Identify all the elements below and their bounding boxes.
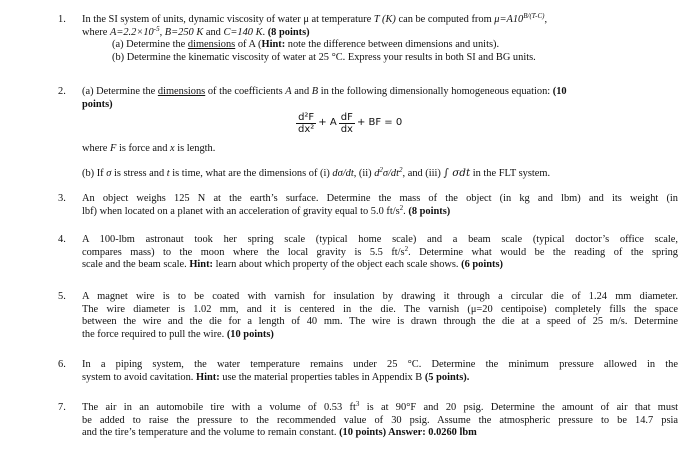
question-4-line-1: A 100-lbm astronaut took her spring scale (typical home scale) and a beam scale (typical doctor’s office scale, bbox=[82, 234, 678, 245]
question-2-line-1: (a) Determine the dimensions of the coefficients A and B in the following dimensionally homogeneous equation: (10 bbox=[82, 86, 567, 97]
question-number: 4. bbox=[58, 234, 66, 245]
question-6-line-2: system to avoid cavitation. Hint: use the material properties tables in Appendix B (5 points). bbox=[82, 371, 470, 383]
equation-row bbox=[0, 112, 700, 142]
homogeneous-equation: $\frac{\text{d²F}}{\text{dx²}}$ + A $\frac{dF}{dx}$ + BF = 0 bbox=[298, 112, 403, 135]
question-2-line-3: where F is force and x is length. bbox=[82, 143, 216, 154]
question-7-line-2: be added to raise the pressure to the recommended value of 30 psig. Assume the atmospheric pressure to be 14.7 psia bbox=[82, 414, 678, 426]
question-5-line-3: between the wire and the die for a length of 40 mm. The wire is drawn through the die at a speed of 25 m/s. Determine bbox=[82, 316, 678, 328]
question-2-line-2: points) bbox=[82, 98, 113, 110]
question-4-line-2: compares mass) to the moon where the local gravity is 5.5 $ft/s^2$. Determine what would be the reading of the spring bbox=[82, 244, 678, 258]
question-number: 6. bbox=[58, 359, 66, 370]
question-4-line-3: scale and the beam scale. Hint: learn about which property of the object each scale shows. (6 points) bbox=[82, 259, 503, 271]
question-1-part-b: (b) Determine the kinematic viscosity of water at 25 °C. Express your results in both SI and BG units. bbox=[112, 51, 536, 63]
question-7-line-1: The air in an automobile tire with a volume of 0.53 $ft^3$ is at 90°F and 20 psig. Determine the amount of air that must bbox=[82, 400, 679, 413]
question-5-line-1: A magnet wire is to be coated with varnish for insulation by drawing it through a circular die of 1.24 mm diameter. bbox=[82, 291, 678, 302]
question-2-line-4: (b) If σ is stress and t is time, what are the dimensions of (i) dσ/dt, (ii) $d^2\sigma/dt^2$, and (iii) ∫ σdt in the FLT system. bbox=[82, 166, 551, 179]
question-6-line-1: In a piping system, the water temperature remains under 25 °C. Determine the minimum pressure allowed in the bbox=[82, 359, 678, 370]
question-number: 3. bbox=[58, 193, 66, 204]
question-5-line-4: the force required to pull the wire. (10 points) bbox=[82, 328, 274, 340]
question-7-line-3: and the tire’s temperature and the volume to remain constant. (10 points) Answer: 0.0260 lbm bbox=[82, 427, 477, 439]
question-number: 7. bbox=[58, 402, 66, 413]
question-5-line-2: The wire diameter is 1.02 mm, and it is centered in the die. The varnish (μ=20 centipoise) completely fills the space bbox=[82, 303, 678, 315]
question-1-line-1: In the SI system of units, dynamic viscosity of water μ at temperature T (K) can be computed from $\mu=A10^{B/(T-C)}$, bbox=[82, 12, 548, 25]
question-3-line-1: An object weighs 125 N at the earth’s surface. Determine the mass of the object (in kg and lbm) and its weight (in bbox=[82, 193, 678, 204]
question-1-line-2: where $A=2.2\times 10^{-5}$, B=250 K and C=140 K. (8 points) bbox=[82, 24, 310, 38]
question-3-line-2: lbf) when located on a planet with an acceleration of gravity equal to 5.0 $ft/s^2$. (8 points) bbox=[82, 203, 451, 217]
question-number: 2. bbox=[58, 86, 66, 97]
question-number: 1. bbox=[58, 14, 66, 25]
question-1-part-a: (a) Determine the dimensions of A (Hint: note the difference between dimensions and units). bbox=[112, 39, 500, 51]
question-number: 5. bbox=[58, 291, 66, 302]
